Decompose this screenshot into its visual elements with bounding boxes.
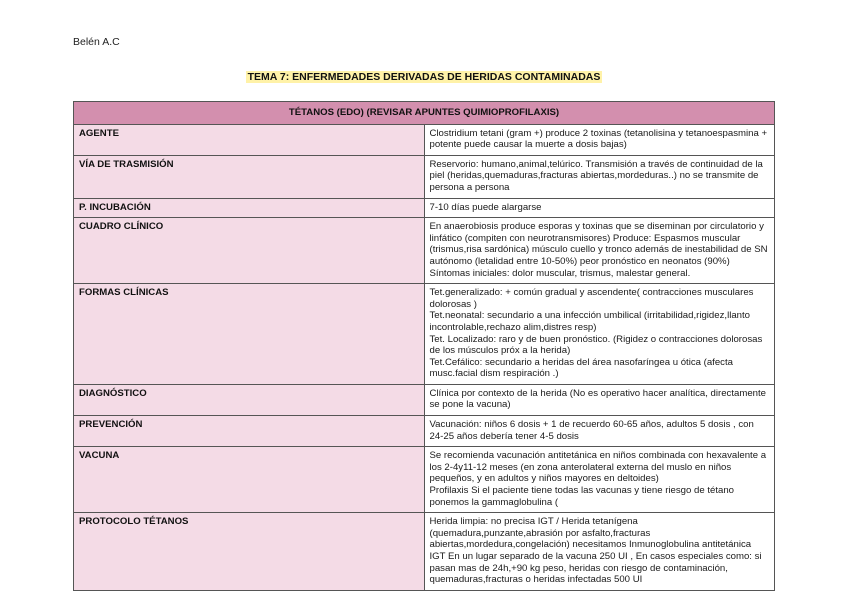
row-content: [424, 384, 775, 415]
row-label: VÍA DE TRASMISIÓN: [74, 155, 425, 198]
content-line: Tet.Cefálico: secundario a heridas del área nasofaríngea u ótica (afecta musc.facial dism respiración .): [429, 356, 733, 380]
row-content: [424, 447, 775, 513]
table-row: [74, 218, 775, 284]
tetanos-table: [73, 101, 775, 591]
row-label: VACUNA: [74, 447, 425, 513]
content-line: Profilaxis Si el paciente tiene todas las vacunas y tiene riesgo de tétano ponemos la gammaglobulina (: [429, 485, 735, 508]
row-label: PREVENCIÓN: [74, 416, 425, 447]
table-header: TÉTANOS (EDO) (REVISAR APUNTES QUIMIOPROFILAXIS): [74, 102, 775, 125]
row-content: [424, 284, 775, 385]
row-content: [424, 198, 775, 218]
content-line: Tet.generalizado: + común gradual y ascendente( contracciones musculares dolorosas ): [429, 287, 754, 310]
row-content: [424, 124, 775, 155]
document-title-text: TEMA 7: ENFERMEDADES DERIVADAS DE HERIDAS CONTAMINADAS: [247, 71, 601, 83]
table-row: [74, 124, 775, 155]
content-line: Reservorio: humano,animal,telúrico. Transmisión a través de continuidad de la piel (heridas,quemaduras,fracturas abiertas,mordeduras..) no se transmite de persona a persona: [429, 158, 763, 193]
table-row: [74, 198, 775, 218]
author-name: Belén A.C: [73, 36, 120, 48]
content-line: Clostridium tetani (gram +) produce 2 toxinas (tetanolisina y tetanoespasmina + potente puede causar la muerte a dosis bajas): [429, 127, 768, 151]
content-line: En anaerobiosis produce esporas y toxinas que se diseminan por circulatorio y linfático (compiten con neurotransmisores) Produce: Espasmos muscular (trismus,risa sardónica) músculo cuello y tronco además de inestabilidad de SN autónomo (letalidad entre 10-50%) peor pronóstico en neonatos (90%): [429, 221, 768, 267]
row-label: P. INCUBACIÓN: [74, 198, 425, 218]
content-line: 7-10 días puede alargarse: [429, 201, 542, 213]
content-line: Clínica por contexto de la herida (No es operativo hacer analítica, directamente se pone la vacuna): [429, 387, 766, 411]
content-line: Síntomas iniciales: dolor muscular, trismus, malestar general.: [429, 267, 691, 279]
content-line: Vacunación: niños 6 dosis + 1 de recuerdo 60-65 años, adultos 5 dosis , con 24-25 años debería tener 4-5 dosis: [429, 419, 754, 442]
row-label: DIAGNÓSTICO: [74, 384, 425, 415]
row-label: CUADRO CLÍNICO: [74, 218, 425, 284]
table-row: [74, 384, 775, 415]
row-content: [424, 155, 775, 198]
row-label: FORMAS CLÍNICAS: [74, 284, 425, 385]
table-row: [74, 416, 775, 447]
table-body: [74, 124, 775, 590]
table-row: [74, 155, 775, 198]
content-line: Tet.neonatal: secundario a una infección umbilical (irritabilidad,rigidez,llanto incontrolable,rechazo alim,distres resp): [429, 310, 751, 333]
document-title: [0, 71, 848, 83]
table-row: [74, 284, 775, 385]
row-label: AGENTE: [74, 124, 425, 155]
row-label: PROTOCOLO TÉTANOS: [74, 513, 425, 591]
content-line: Herida limpia: no precisa IGT / Herida tetanígena (quemadura,punzante,abrasión por asfalto,fracturas abiertas,mordedura,congelación) necesitamos Inmunoglobulina antitetánica IGT En un lugar separado de la vacuna 250 UI , En casos especiales como: si pasan mas de 24h,+90 kg peso, heridas con riesgo de contaminación, quemaduras,fracturas o heridas infectadas 500 UI: [429, 516, 762, 586]
table-row: [74, 447, 775, 513]
row-content: [424, 416, 775, 447]
content-line: Tet. Localizado: raro y de buen pronóstico. (Rigidez o contracciones dolorosas de los músculos próx a la herida): [429, 333, 763, 357]
table-row: [74, 513, 775, 591]
row-content: [424, 513, 775, 591]
row-content: [424, 218, 775, 284]
content-line: Se recomienda vacunación antitetánica en niños combinada con hexavalente a los 2-4y11-12 meses (en zona anterolateral externa del muslo en niños pequeños, y en adultos y niños mayores en deltoides): [429, 450, 767, 485]
